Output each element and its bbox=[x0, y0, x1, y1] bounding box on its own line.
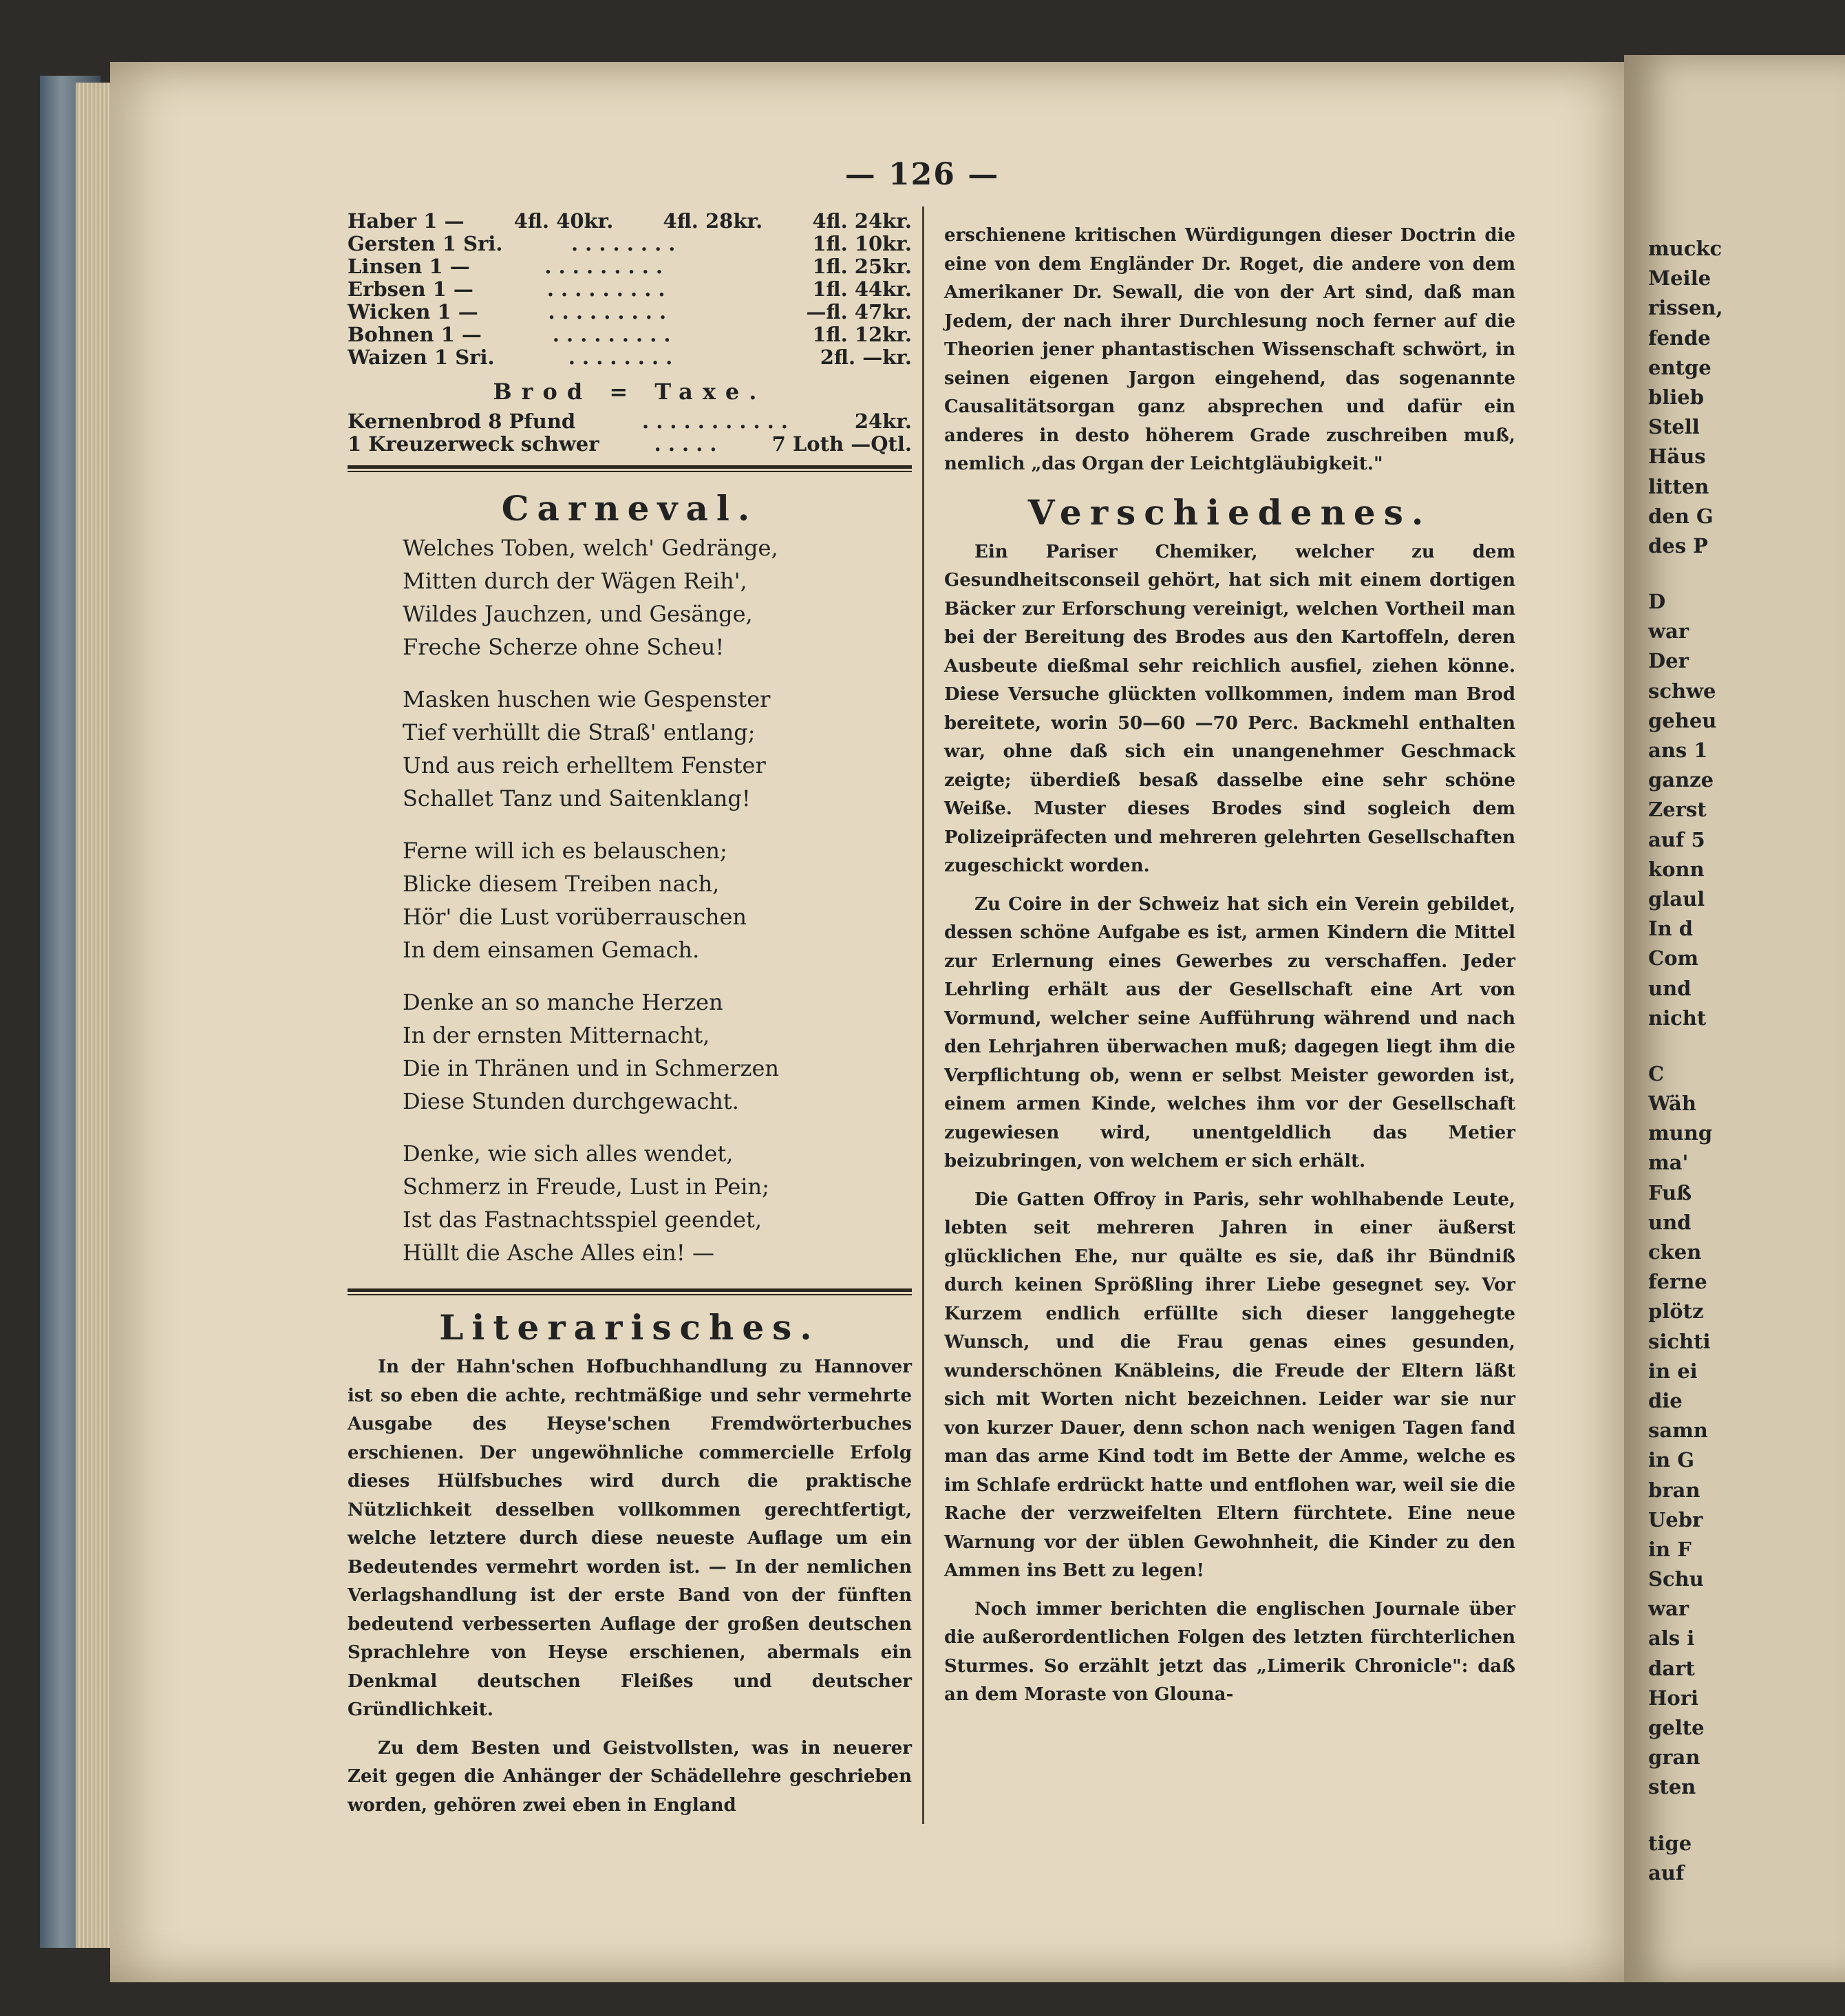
column-divider bbox=[922, 206, 924, 1824]
poem-line: Welches Toben, welch' Gedränge, bbox=[403, 535, 778, 561]
price-cell: Bohnen 1 — bbox=[348, 323, 482, 346]
fragment-line: auf 5 bbox=[1648, 827, 1705, 851]
price-cell: . . . . . . . . . bbox=[552, 323, 671, 346]
fragment-line: bran bbox=[1648, 1478, 1700, 1502]
literarisches-text bbox=[348, 1353, 912, 1820]
fragment-line: und bbox=[1648, 1210, 1692, 1234]
section-rule bbox=[348, 1288, 912, 1295]
price-cell: Wicken 1 — bbox=[348, 300, 478, 323]
fragment-gap bbox=[1648, 561, 1845, 587]
fragment-line: in G bbox=[1648, 1448, 1694, 1472]
price-cell: 2fl. —kr. bbox=[820, 346, 912, 369]
fragment-line: Der bbox=[1648, 649, 1689, 673]
paragraph: Die Gatten Offroy in Paris, sehr wohlhabende Leute, lebten seit mehreren Jahren in einer äußerst glücklichen Ehe, nur quälte es sie, daß ihr Bündniß durch keinen Sprößling ihrer Liebe gesegnet sey. Vor Kurzem endlich erfüllte sich dieser langgehegte Wunsch, und die Frau genas eines gesunden, wunderschönen Knäbleins, die Freude der Eltern läßt sich mit Worten nicht bezeichnen. Leider war sie nur von kurzer Dauer, denn schon nach wenigen Tagen fand man das arme Kind todt im Bette der Amme, welche es im Schlafe erdrückt hatte und entflohen war, weil sie die Rache der verzweifelten Eltern fürchtete. Eine neue Warnung vor der üblen Gewohnheit, die Kinder zu den Ammen ins Bett zu legen! bbox=[944, 1189, 1515, 1581]
poem-line: Schallet Tanz und Saitenklang! bbox=[403, 785, 751, 811]
price-cell: 1fl. 10kr. bbox=[812, 232, 912, 255]
price-row bbox=[348, 278, 912, 301]
poem-line: Denke, wie sich alles wendet, bbox=[403, 1140, 734, 1167]
price-row bbox=[348, 346, 912, 369]
fragment-line: Schu bbox=[1648, 1567, 1704, 1591]
price-cell: Gersten 1 Sri. bbox=[348, 232, 503, 255]
bread-cell: . . . . . bbox=[654, 432, 717, 456]
poem-line: Schmerz in Freude, Lust in Pein; bbox=[403, 1174, 769, 1200]
poem-line: In der ernsten Mitternacht, bbox=[403, 1022, 710, 1048]
fragment-line: war bbox=[1648, 1597, 1689, 1621]
price-cell: Erbsen 1 — bbox=[348, 277, 473, 301]
fragment-line: dart bbox=[1648, 1656, 1695, 1680]
bread-cell: 24kr. bbox=[854, 410, 912, 433]
price-cell: —fl. 47kr. bbox=[806, 300, 912, 323]
poem-line: In dem einsamen Gemach. bbox=[403, 937, 700, 963]
fragment-line: in F bbox=[1648, 1537, 1692, 1561]
price-cell: 1fl. 44kr. bbox=[812, 277, 912, 301]
price-cell: Waizen 1 Sri. bbox=[348, 346, 495, 369]
verschiedenes-title: Verschiedenes. bbox=[1027, 491, 1432, 533]
fragment-line: Stell bbox=[1648, 415, 1700, 439]
fragment-line: Hori bbox=[1648, 1686, 1699, 1710]
bread-cell: . . . . . . . . . . . bbox=[642, 410, 789, 433]
price-cell: . . . . . . . . bbox=[570, 232, 676, 255]
fragment-line: Meile bbox=[1648, 266, 1711, 290]
poem-stanza bbox=[403, 531, 912, 664]
fragment-line: sten bbox=[1648, 1775, 1696, 1799]
doctrine-paragraph bbox=[944, 222, 1515, 479]
fragment-line: ferne bbox=[1648, 1270, 1707, 1294]
carneval-title: Carneval. bbox=[501, 488, 758, 529]
fragment-line: fende bbox=[1648, 326, 1711, 350]
poem-line: Freche Scherze ohne Scheu! bbox=[403, 634, 725, 660]
price-cell: 4fl. 28kr. bbox=[663, 209, 763, 233]
paragraph: In der Hahn'schen Hofbuchhandlung zu Hannover ist so eben die achte, rechtmäßige und sehr vermehrte Ausgabe des Heyse'schen Fremdwörterbuches erschienen. Der ungewöhnliche commercielle Erfolg dieses Hülfsbuches wird durch die praktische Nützlichkeit desselben vollkommen gerechtfertigt, welche letztere durch diese neueste Auflage um ein Bedeutendes vermehrt worden ist. — In der nemlichen Verlagshandlung ist der erste Band von der fünften bedeutend verbesserten Auflage der großen deutschen Sprachlehre von Heyse erschienen, abermals ein Denkmal deutschen Fleißes und deutscher Gründlichkeit. bbox=[348, 1357, 912, 1720]
paragraph: Zu dem Besten und Geistvollsten, was in neuerer Zeit gegen die Anhänger der Schädellehre geschrieben worden, gehören zwei eben in England bbox=[348, 1737, 912, 1816]
fragment-line: entge bbox=[1648, 355, 1711, 379]
price-row bbox=[348, 255, 912, 278]
paragraph: Ein Pariser Chemiker, welcher zu dem Gesundheitsconseil gehört, hat sich mit einem dortigen Bäcker zur Erforschung vereinigt, welchen Vortheil man bei der Bereitung des Brodes aus den Kartoffeln, deren Ausbeute dießmal sehr reichlich ausfiel, ziehen könne. Diese Versuche glückten vollkommen, indem man Brod bereitete, worin 50—60 —70 Perc. Backmehl enthalten war, ohne daß sich ein unangenehmer Geschmack zeigte; überdieß besaß dasselbe eine sehr schöne Weiße. Muster dieses Brodes sind sogleich dem Polizeipräfecten und mehreren gelehrten Gesellschaften zugeschickt worden. bbox=[944, 541, 1515, 876]
bread-cell: 1 Kreuzerweck schwer bbox=[348, 432, 599, 456]
price-cell: . . . . . . . . bbox=[568, 346, 673, 369]
poem-line: Und aus reich erhelltem Fenster bbox=[403, 752, 766, 778]
fragment-line: cken bbox=[1648, 1240, 1702, 1264]
paragraph: Zu Coire in der Schweiz hat sich ein Verein gebildet, dessen schöne Aufgabe es ist, armen Kindern die Mittel zur Erlernung eines Gewerbes zu verschaffen. Jeder Lehrling erhält aus der Gesellschaft eine Art von Vormund, welcher seine Aufführung während und nach den Lehrjahren überwachen muß; dagegen liegt ihm die Verpflichtung ob, wenn er selbst Meister geworden ist, einem armen Kinde, welches ihm vor der Gesellschaft zugewiesen wird, unentgeldlich das Metier beizubringen, von welchem er sich erhält. bbox=[944, 893, 1515, 1171]
poem-line: Denke an so manche Herzen bbox=[403, 989, 723, 1015]
bread-cell: 7 Loth —Qtl. bbox=[771, 432, 912, 456]
facing-page-fragments bbox=[1648, 234, 1845, 1888]
fragment-line: litten bbox=[1648, 474, 1709, 498]
fragment-line: samn bbox=[1648, 1419, 1708, 1443]
fragment-line: Uebr bbox=[1648, 1507, 1703, 1531]
bread-row bbox=[348, 433, 912, 456]
fragment-line: ganze bbox=[1648, 768, 1714, 792]
price-cell: 1fl. 25kr. bbox=[812, 255, 912, 278]
fragment-line: nicht bbox=[1648, 1006, 1707, 1030]
price-row bbox=[348, 301, 912, 323]
fragment-line: Fuß bbox=[1648, 1180, 1692, 1205]
fragment-line: rissen, bbox=[1648, 296, 1723, 320]
fragment-line: gran bbox=[1648, 1746, 1700, 1770]
fragment-line: Wäh bbox=[1648, 1092, 1696, 1116]
fragment-line: Com bbox=[1648, 946, 1699, 970]
price-cell: 4fl. 24kr. bbox=[812, 209, 912, 233]
verschiedenes-text bbox=[944, 538, 1515, 1710]
price-cell: 1fl. 12kr. bbox=[812, 323, 912, 346]
price-row bbox=[348, 233, 912, 255]
price-cell: . . . . . . . . . bbox=[544, 255, 663, 278]
fragment-line: plötz bbox=[1648, 1299, 1704, 1324]
poem-line: Ist das Fastnachtsspiel geendet, bbox=[403, 1207, 762, 1233]
price-cell: . . . . . . . . . bbox=[548, 300, 667, 323]
bread-row bbox=[348, 410, 912, 433]
poem-line: Mitten durch der Wägen Reih', bbox=[403, 568, 747, 594]
fragment-line: Häus bbox=[1648, 445, 1706, 469]
poem-line: Die in Thränen und in Schmerzen bbox=[403, 1055, 779, 1081]
fragment-line: Zerst bbox=[1648, 798, 1707, 822]
literarisches-title: Literarisches. bbox=[439, 1307, 820, 1348]
right-column bbox=[944, 222, 1515, 1719]
poem-line: Hüllt die Asche Alles ein! — bbox=[403, 1240, 714, 1266]
fragment-line: blieb bbox=[1648, 385, 1705, 409]
price-cell: . . . . . . . . . bbox=[546, 277, 665, 301]
doctrine-text: erschienene kritischen Würdigungen dieser Doctrin die eine von dem Engländer Dr. Roget, die andere von dem Amerikaner Dr. Sewall, die von der Art sind, daß man Jedem, der nach ihrer Durchlesung noch ferner auf die Theorien jener phantastischen Wissenschaft schwört, in seinen eigenen Jargon eingehend, das sogenannte Causalitätsorgan ganz absprechen und dafür ein anderes in desto höherem Grade zuschreiben muß, nemlich „das Organ der Leichtgläubigkeit." bbox=[944, 225, 1515, 474]
fragment-line: ma' bbox=[1648, 1151, 1689, 1175]
fragment-line: den G bbox=[1648, 504, 1714, 528]
poem-line: Wildes Jauchzen, und Gesänge, bbox=[403, 601, 753, 627]
poem-stanza bbox=[403, 1137, 912, 1269]
fragment-line: schwe bbox=[1648, 679, 1716, 703]
fragment-gap bbox=[1648, 1033, 1845, 1059]
fragment-line: ans 1 bbox=[1648, 739, 1708, 762]
fragment-line: als i bbox=[1648, 1626, 1695, 1651]
fragment-line: muckc bbox=[1648, 237, 1723, 260]
fragment-gap bbox=[1648, 1803, 1845, 1829]
bread-cell: Kernenbrod 8 Pfund bbox=[348, 410, 576, 433]
poem-line: Blicke diesem Treiben nach, bbox=[403, 871, 720, 897]
carneval-poem bbox=[403, 531, 912, 1269]
fragment-line: In d bbox=[1648, 917, 1694, 941]
poem-line: Diese Stunden durchgewacht. bbox=[403, 1088, 739, 1114]
fragment-line: mung bbox=[1648, 1121, 1713, 1145]
price-cell: Linsen 1 — bbox=[348, 255, 470, 278]
poem-stanza bbox=[403, 683, 912, 815]
price-rows bbox=[348, 210, 912, 369]
price-cell: Haber 1 — bbox=[348, 209, 465, 233]
fragment-line: glaul bbox=[1648, 887, 1705, 911]
bread-rows bbox=[348, 410, 912, 456]
fragment-line: D bbox=[1648, 590, 1666, 614]
fragment-line: und bbox=[1648, 976, 1692, 1000]
price-row bbox=[348, 210, 912, 233]
fragment-line: gelte bbox=[1648, 1716, 1705, 1739]
fragment-line: C bbox=[1648, 1061, 1665, 1085]
paragraph: Noch immer berichten die englischen Journale über die außerordentlichen Folgen des letzten fürchterlichen Sturmes. So erzählt jetzt das „Limerik Chronicle": daß an dem Moraste von Glouna- bbox=[944, 1598, 1515, 1705]
fragment-line: konn bbox=[1648, 857, 1705, 881]
poem-stanza bbox=[403, 986, 912, 1118]
fragment-line: die bbox=[1648, 1388, 1683, 1412]
poem-line: Masken huschen wie Gespenster bbox=[403, 686, 771, 712]
page-number: — 126 — bbox=[844, 157, 1000, 192]
fragment-line: tige bbox=[1648, 1831, 1692, 1855]
poem-stanza bbox=[403, 834, 912, 966]
poem-line: Hör' die Lust vorüberrauschen bbox=[403, 904, 747, 930]
fragment-line: geheu bbox=[1648, 708, 1717, 732]
poem-line: Tief verhüllt die Straß' entlang; bbox=[403, 719, 756, 745]
fragment-line: sichti bbox=[1648, 1329, 1711, 1353]
poem-line: Ferne will ich es belauschen; bbox=[403, 838, 727, 864]
fragment-line: in ei bbox=[1648, 1359, 1698, 1383]
left-column bbox=[348, 210, 912, 1829]
price-table bbox=[348, 210, 912, 456]
fragment-line: auf bbox=[1648, 1860, 1685, 1885]
section-rule bbox=[348, 465, 912, 472]
bread-tax-title: Brod = Taxe. bbox=[493, 379, 767, 405]
fragment-line: war bbox=[1648, 619, 1689, 644]
price-row bbox=[348, 323, 912, 346]
fragment-line: des P bbox=[1648, 533, 1708, 558]
price-cell: 4fl. 40kr. bbox=[513, 209, 614, 233]
